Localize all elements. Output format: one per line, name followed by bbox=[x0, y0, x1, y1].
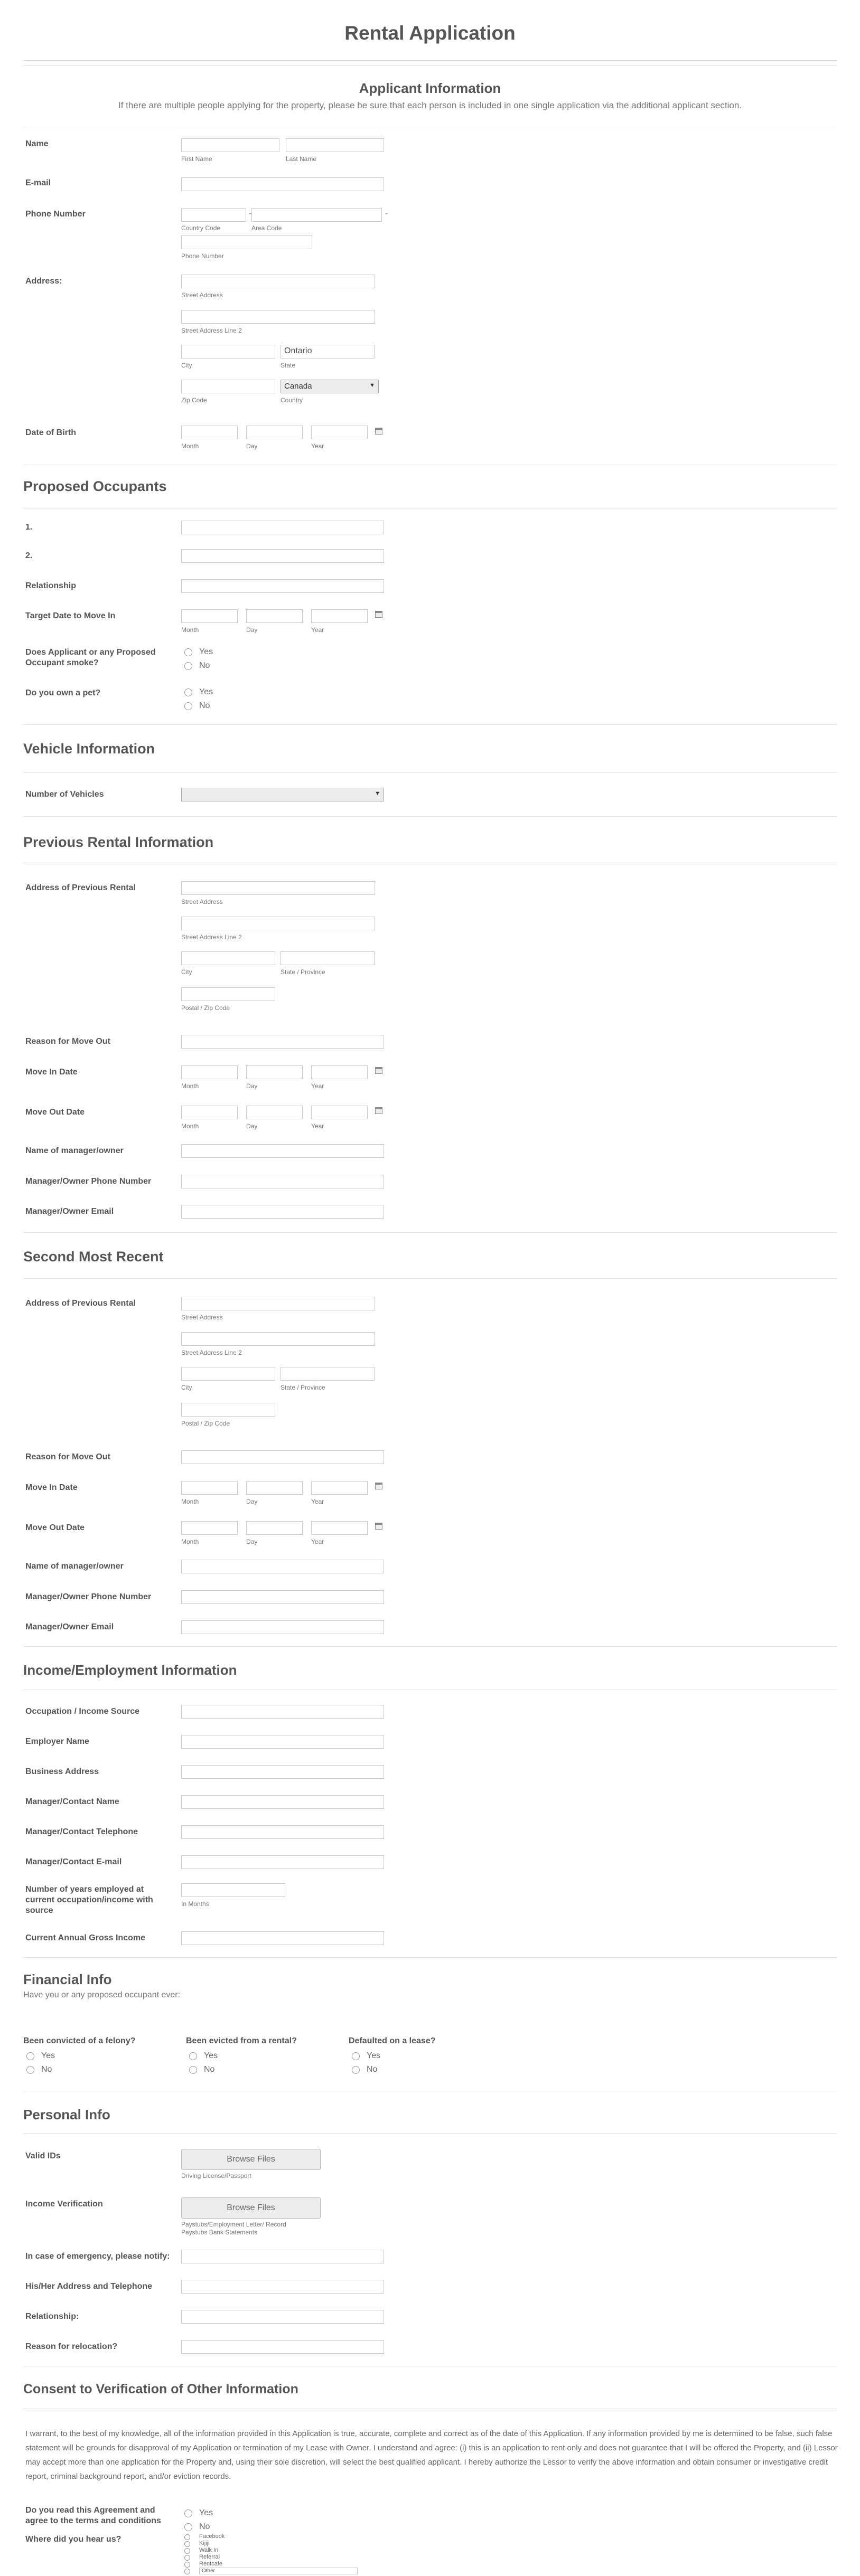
street-address-2-sublabel: Street Address Line 2 bbox=[181, 327, 242, 334]
applicant-note: If there are multiple people applying for the property, please be sure that each person is included in one single application via the additional applicant section. bbox=[118, 100, 742, 110]
prev-manager-email-label: Manager/Owner Email bbox=[25, 1207, 114, 1216]
hear-walk-in-radio[interactable] bbox=[184, 2548, 190, 2554]
second-in-day-input[interactable] bbox=[246, 1481, 303, 1495]
hear-kijiji-label: Kijiji bbox=[199, 2540, 210, 2546]
last-name-sublabel: Last Name bbox=[286, 155, 317, 163]
business-address-input[interactable] bbox=[181, 1765, 384, 1779]
hear-walk-in-label: Walk In bbox=[199, 2547, 219, 2553]
second-in-year-sublabel: Year bbox=[311, 1498, 324, 1505]
second-manager-name-input[interactable] bbox=[181, 1560, 384, 1573]
divider bbox=[23, 65, 837, 66]
phone-label: Phone Number bbox=[25, 210, 86, 219]
prev-out-day-input[interactable] bbox=[246, 1106, 303, 1119]
divider bbox=[23, 60, 837, 61]
second-out-month-input[interactable] bbox=[181, 1521, 238, 1535]
second-in-day-sublabel: Day bbox=[246, 1498, 258, 1505]
second-state-sublabel: State / Province bbox=[281, 1384, 325, 1391]
agree-no-radio[interactable] bbox=[184, 2523, 192, 2531]
vehicles-label: Number of Vehicles bbox=[25, 790, 104, 799]
prev-manager-name-label: Name of manager/owner bbox=[25, 1146, 124, 1155]
income-verification-browse-button[interactable]: Browse Files bbox=[181, 2197, 321, 2219]
street-address-input[interactable] bbox=[181, 275, 375, 288]
dob-year-sublabel: Year bbox=[311, 442, 324, 450]
divider bbox=[23, 1278, 837, 1279]
income-heading: Income/Employment Information bbox=[23, 1662, 237, 1678]
second-reason-label: Reason for Move Out bbox=[25, 1452, 110, 1461]
defaulted-no-label: No bbox=[367, 2065, 378, 2074]
dob-day-sublabel: Day bbox=[246, 442, 258, 450]
chevron-down-icon: ▼ bbox=[369, 382, 375, 389]
agree-yes-label: Yes bbox=[199, 2508, 213, 2517]
income-verification-label: Income Verification bbox=[25, 2200, 103, 2209]
prev-address-label: Address of Previous Rental bbox=[25, 883, 136, 892]
second-out-year-sublabel: Year bbox=[311, 1538, 324, 1545]
prev-street-2-input[interactable] bbox=[181, 917, 375, 930]
occupation-input[interactable] bbox=[181, 1705, 384, 1719]
occupant-1-input[interactable] bbox=[181, 521, 384, 534]
target-month-sublabel: Month bbox=[181, 626, 199, 634]
defaulted-yes-radio[interactable] bbox=[352, 2052, 360, 2060]
country-select-value: Canada bbox=[284, 382, 312, 391]
prev-out-day-sublabel: Day bbox=[246, 1122, 258, 1130]
agree-no-label: No bbox=[199, 2522, 210, 2531]
phone-number-input[interactable] bbox=[181, 235, 312, 249]
address-label: Address: bbox=[25, 277, 62, 286]
occupation-label: Occupation / Income Source bbox=[25, 1707, 140, 1716]
occupant-1-label: 1. bbox=[25, 523, 33, 532]
phone-number-sublabel: Phone Number bbox=[181, 252, 224, 260]
previous-rental-heading: Previous Rental Information bbox=[23, 834, 214, 850]
prev-reason-input[interactable] bbox=[181, 1035, 384, 1049]
prev-manager-email-input[interactable] bbox=[181, 1205, 384, 1219]
prev-city-input[interactable] bbox=[181, 951, 275, 965]
pet-yes-label: Yes bbox=[199, 687, 213, 696]
vehicle-heading: Vehicle Information bbox=[23, 741, 155, 757]
prev-state-sublabel: State / Province bbox=[281, 968, 325, 976]
business-address-label: Business Address bbox=[25, 1767, 99, 1776]
gross-income-label: Current Annual Gross Income bbox=[25, 1933, 145, 1942]
calendar-icon[interactable] bbox=[375, 1483, 382, 1489]
street-address-sublabel: Street Address bbox=[181, 291, 223, 299]
evicted-yes-label: Yes bbox=[204, 2051, 218, 2060]
second-in-month-input[interactable] bbox=[181, 1481, 238, 1495]
prev-city-sublabel: City bbox=[181, 968, 192, 976]
defaulted-yes-label: Yes bbox=[367, 2051, 381, 2060]
state-sublabel: State bbox=[281, 362, 296, 369]
target-date-label: Target Date to Move In bbox=[25, 611, 116, 620]
second-manager-phone-label: Manager/Owner Phone Number bbox=[25, 1592, 152, 1601]
evicted-no-radio[interactable] bbox=[189, 2066, 197, 2074]
country-sublabel: Country bbox=[281, 397, 303, 404]
email-input[interactable] bbox=[181, 177, 384, 191]
in-months-sublabel: In Months bbox=[181, 1900, 209, 1908]
consent-heading: Consent to Verification of Other Information bbox=[23, 2382, 298, 2396]
prev-in-year-sublabel: Year bbox=[311, 1082, 324, 1090]
prev-in-day-sublabel: Day bbox=[246, 1082, 258, 1090]
emergency-label: In case of emergency, please notify: bbox=[25, 2252, 170, 2261]
target-day-input[interactable] bbox=[246, 609, 303, 623]
contact-phone-label: Manager/Contact Telephone bbox=[25, 1827, 138, 1836]
divider bbox=[23, 1232, 837, 1233]
relocation-input[interactable] bbox=[181, 2340, 384, 2354]
second-in-year-input[interactable] bbox=[311, 1481, 368, 1495]
second-out-day-input[interactable] bbox=[246, 1521, 303, 1535]
second-street-2-input[interactable] bbox=[181, 1332, 375, 1346]
divider bbox=[23, 2133, 837, 2134]
calendar-icon[interactable] bbox=[375, 611, 382, 618]
country-code-sublabel: Country Code bbox=[181, 224, 221, 232]
area-code-sublabel: Area Code bbox=[251, 224, 282, 232]
agree-yes-radio[interactable] bbox=[184, 2509, 192, 2517]
pet-no-radio[interactable] bbox=[184, 702, 192, 710]
smoke-yes-label: Yes bbox=[199, 647, 213, 656]
occupant-2-input[interactable] bbox=[181, 549, 384, 563]
prev-move-in-label: Move In Date bbox=[25, 1068, 78, 1077]
divider bbox=[23, 1646, 837, 1647]
personal-relationship-label: Relationship: bbox=[25, 2312, 79, 2321]
second-street-2-sublabel: Street Address Line 2 bbox=[181, 1349, 242, 1356]
felony-no-label: No bbox=[41, 2065, 52, 2074]
prev-out-year-sublabel: Year bbox=[311, 1122, 324, 1130]
second-state-input[interactable] bbox=[281, 1367, 375, 1381]
target-month-input[interactable] bbox=[181, 609, 238, 623]
address-phone-label: His/Her Address and Telephone bbox=[25, 2282, 153, 2291]
email-label: E-mail bbox=[25, 178, 51, 187]
smoke-question: Does Applicant or any Proposed Occupant smoke? bbox=[25, 648, 156, 667]
chevron-down-icon: ▼ bbox=[375, 790, 380, 797]
hear-kijiji-radio[interactable] bbox=[184, 2541, 190, 2547]
income-verification-note-1: Paystubs/Employment Letter/ Record bbox=[181, 2221, 286, 2228]
prev-street-input[interactable] bbox=[181, 881, 375, 895]
second-out-year-input[interactable] bbox=[311, 1521, 368, 1535]
prev-postal-sublabel: Postal / Zip Code bbox=[181, 1004, 230, 1012]
prev-manager-name-input[interactable] bbox=[181, 1144, 384, 1158]
second-city-input[interactable] bbox=[181, 1367, 275, 1381]
relationship-label: Relationship bbox=[25, 581, 77, 590]
first-name-input[interactable] bbox=[181, 138, 279, 152]
occupant-2-label: 2. bbox=[25, 551, 33, 560]
second-manager-email-label: Manager/Owner Email bbox=[25, 1622, 114, 1631]
consent-text: I warrant, to the best of my knowledge, all of the information provided in this Application is true, accurate, complete and correct as of the date of this Application. If any information provided by me is determined to be false, such false statement will be grounds for disapproval of my Application or termination of my Lease with Owner. I understand and agree: (i) this is an application to rent only and does not guarantee that I will be offered the Property, and (ii) Lessor may accept more than one application for the Property and, using their sole discretion, will select the best qualified applicant. I hereby authorize the Lessor to verify the above information and obtain consumer or investigative credit report, criminal background report, and/or eviction records. bbox=[25, 2429, 838, 2481]
second-street-sublabel: Street Address bbox=[181, 1314, 223, 1321]
employer-input[interactable] bbox=[181, 1735, 384, 1749]
second-street-input[interactable] bbox=[181, 1297, 375, 1310]
city-sublabel: City bbox=[181, 362, 192, 369]
contact-name-label: Manager/Contact Name bbox=[25, 1797, 119, 1806]
target-year-input[interactable] bbox=[311, 609, 368, 623]
evicted-yes-radio[interactable] bbox=[189, 2052, 197, 2060]
contact-phone-input[interactable] bbox=[181, 1825, 384, 1839]
relationship-input[interactable] bbox=[181, 579, 384, 593]
divider bbox=[23, 816, 837, 817]
hear-rentcafe-radio[interactable] bbox=[184, 2562, 190, 2568]
second-address-label: Address of Previous Rental bbox=[25, 1299, 136, 1308]
hear-other-radio[interactable] bbox=[184, 2569, 190, 2574]
prev-in-month-sublabel: Month bbox=[181, 1082, 199, 1090]
prev-street-sublabel: Street Address bbox=[181, 898, 223, 905]
divider bbox=[23, 772, 837, 773]
second-out-month-sublabel: Month bbox=[181, 1538, 199, 1545]
prev-out-month-sublabel: Month bbox=[181, 1122, 199, 1130]
gross-income-input[interactable] bbox=[181, 1931, 384, 1945]
valid-ids-browse-button[interactable]: Browse Files bbox=[181, 2149, 321, 2170]
employer-label: Employer Name bbox=[25, 1737, 89, 1746]
personal-heading: Personal Info bbox=[23, 2107, 110, 2122]
second-move-in-label: Move In Date bbox=[25, 1483, 78, 1492]
prev-in-month-input[interactable] bbox=[181, 1065, 238, 1079]
prev-reason-label: Reason for Move Out bbox=[25, 1037, 110, 1046]
vehicles-select[interactable] bbox=[181, 788, 384, 801]
state-input[interactable]: Ontario bbox=[281, 345, 375, 358]
felony-yes-radio[interactable] bbox=[26, 2052, 34, 2060]
calendar-icon[interactable] bbox=[375, 1523, 382, 1530]
defaulted-question: Defaulted on a lease? bbox=[349, 2036, 436, 2045]
second-manager-phone-input[interactable] bbox=[181, 1590, 384, 1604]
second-recent-heading: Second Most Recent bbox=[23, 1249, 164, 1265]
felony-yes-label: Yes bbox=[41, 2051, 55, 2060]
name-label: Name bbox=[25, 139, 49, 148]
dob-month-input[interactable] bbox=[181, 426, 238, 439]
prev-out-year-input[interactable] bbox=[311, 1106, 368, 1119]
prev-in-day-input[interactable] bbox=[246, 1065, 303, 1079]
pet-no-label: No bbox=[199, 701, 210, 710]
second-postal-sublabel: Postal / Zip Code bbox=[181, 1420, 230, 1427]
dob-month-sublabel: Month bbox=[181, 442, 199, 450]
hear-facebook-radio[interactable] bbox=[184, 2534, 190, 2540]
occupants-heading: Proposed Occupants bbox=[23, 478, 167, 494]
street-address-2-input[interactable] bbox=[181, 310, 375, 324]
second-move-out-label: Move Out Date bbox=[25, 1523, 85, 1532]
target-day-sublabel: Day bbox=[246, 626, 258, 634]
prev-state-input[interactable] bbox=[281, 951, 375, 965]
country-select[interactable] bbox=[281, 380, 379, 393]
second-manager-name-label: Name of manager/owner bbox=[25, 1562, 124, 1571]
defaulted-no-radio[interactable] bbox=[352, 2066, 360, 2074]
pet-question: Do you own a pet? bbox=[25, 688, 101, 697]
hear-referral-radio[interactable] bbox=[184, 2555, 190, 2561]
felony-no-radio[interactable] bbox=[26, 2066, 34, 2074]
contact-email-input[interactable] bbox=[181, 1855, 384, 1869]
calendar-icon[interactable] bbox=[375, 428, 382, 435]
smoke-no-label: No bbox=[199, 661, 210, 670]
first-name-sublabel: First Name bbox=[181, 155, 212, 163]
evicted-no-label: No bbox=[204, 2065, 215, 2074]
relocation-label: Reason for relocation? bbox=[25, 2342, 118, 2351]
contact-email-label: Manager/Contact E-mail bbox=[25, 1857, 122, 1866]
financial-subtitle: Have you or any proposed occupant ever: bbox=[23, 1990, 181, 1999]
felony-question: Been convicted of a felony? bbox=[23, 2036, 136, 2045]
second-reason-input[interactable] bbox=[181, 1450, 384, 1464]
prev-manager-phone-label: Manager/Owner Phone Number bbox=[25, 1177, 152, 1186]
second-city-sublabel: City bbox=[181, 1384, 192, 1391]
hear-rentcafe-label: Rentcafe bbox=[199, 2561, 223, 2567]
prev-manager-phone-input[interactable] bbox=[181, 1175, 384, 1188]
prev-in-year-input[interactable] bbox=[311, 1065, 368, 1079]
hear-facebook-label: Facebook bbox=[199, 2533, 225, 2540]
prev-street-2-sublabel: Street Address Line 2 bbox=[181, 933, 242, 941]
contact-name-input[interactable] bbox=[181, 1795, 384, 1809]
second-in-month-sublabel: Month bbox=[181, 1498, 199, 1505]
years-employed-label: Number of years employed at current occupation/income with source bbox=[25, 1885, 153, 1915]
city-input[interactable] bbox=[181, 345, 275, 358]
calendar-icon[interactable] bbox=[375, 1107, 382, 1114]
years-employed-input[interactable] bbox=[181, 1883, 285, 1897]
smoke-no-radio[interactable] bbox=[184, 662, 192, 670]
target-year-sublabel: Year bbox=[311, 626, 324, 634]
phone-separator: - bbox=[249, 209, 252, 218]
hear-referral-label: Referral bbox=[199, 2554, 220, 2560]
prev-move-out-label: Move Out Date bbox=[25, 1108, 85, 1117]
dob-day-input[interactable] bbox=[246, 426, 303, 439]
valid-ids-note: Driving License/Passport bbox=[181, 2172, 251, 2179]
pet-yes-radio[interactable] bbox=[184, 688, 192, 696]
divider bbox=[23, 724, 837, 725]
applicant-heading: Applicant Information bbox=[359, 80, 501, 96]
hear-question: Where did you hear us? bbox=[25, 2535, 121, 2544]
area-code-input[interactable] bbox=[251, 208, 382, 222]
country-code-input[interactable] bbox=[181, 208, 246, 222]
personal-relationship-input[interactable] bbox=[181, 2310, 384, 2324]
prev-postal-input[interactable] bbox=[181, 987, 275, 1001]
last-name-input[interactable] bbox=[286, 138, 384, 152]
calendar-icon[interactable] bbox=[375, 1067, 382, 1074]
dob-year-input[interactable] bbox=[311, 426, 368, 439]
valid-ids-label: Valid IDs bbox=[25, 2152, 61, 2160]
page-title: Rental Application bbox=[344, 22, 516, 44]
second-postal-input[interactable] bbox=[181, 1403, 275, 1417]
agree-question: Do you read this Agreement and agree to the terms and conditions bbox=[25, 2506, 161, 2525]
evicted-question: Been evicted from a rental? bbox=[186, 2036, 297, 2045]
emergency-input[interactable] bbox=[181, 2250, 384, 2263]
phone-separator: - bbox=[385, 209, 388, 218]
dob-label: Date of Birth bbox=[25, 428, 76, 437]
divider bbox=[23, 1957, 837, 1958]
income-verification-note-2: Paystubs Bank Statements bbox=[181, 2229, 258, 2236]
zip-sublabel: Zip Code bbox=[181, 397, 207, 404]
second-out-day-sublabel: Day bbox=[246, 1538, 258, 1545]
second-manager-email-input[interactable] bbox=[181, 1620, 384, 1634]
address-phone-input[interactable] bbox=[181, 2280, 384, 2294]
smoke-yes-radio[interactable] bbox=[184, 648, 192, 656]
prev-out-month-input[interactable] bbox=[181, 1106, 238, 1119]
financial-heading: Financial Info bbox=[23, 1971, 112, 1987]
hear-other-input[interactable]: Other bbox=[199, 2568, 358, 2574]
zip-input[interactable] bbox=[181, 380, 275, 393]
